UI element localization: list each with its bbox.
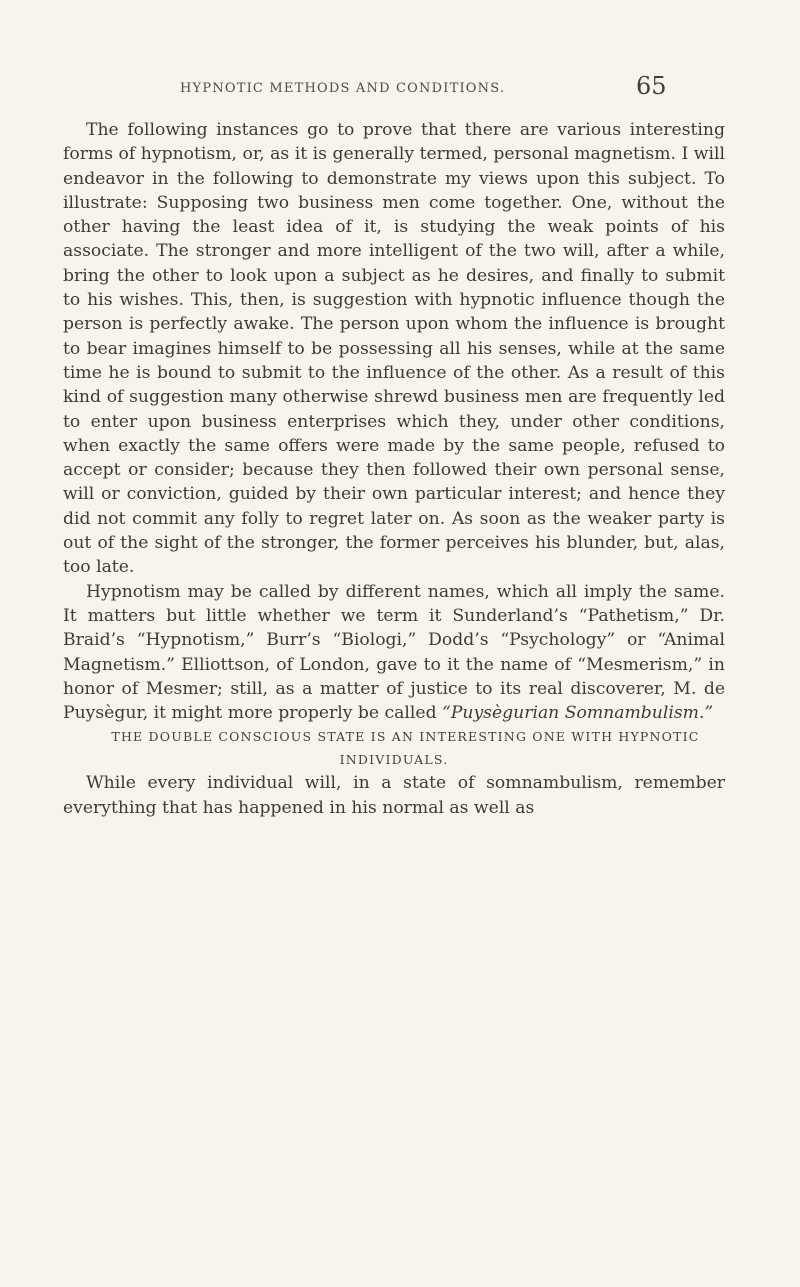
section-heading: THE DOUBLE CONSCIOUS STATE IS AN INTERESTING ONE WITH HYPNOTIC INDIVIDUALS. (111, 729, 700, 768)
paragraph-3: While every individual will, in a state of somnambulism, remember everything that has happened in his normal as well as (63, 773, 725, 818)
body-text (63, 118, 725, 820)
paragraph-1: The following instances go to prove that there are various interesting forms of hypnotism, or, as it is generally termed, personal magnetism. I will endeavor in the following to demonstrate my views upon this subject. To illustrate: Supposing two business men come together. One, without the other having the least idea of it, is studying the weak points of his associate. The stronger and more intelligent of the two will, after a while, bring the other to look upon a subject as he desires, and finally to submit to his wishes. This, then, is suggestion with hypnotic influence though the person is perfectly awake. The person upon whom the influence is brought to bear imagines himself to be possessing all his senses, while at the same time he is bound to submit to the influence of the other. As a result of this kind of suggestion many otherwise shrewd business men are frequently led to enter upon business enterprises which they, under other conditions, when exactly the same offers were made by the same people, refused to accept or consider; because they then followed their own personal sense, will or conviction, guided by their own particular interest; and hence they did not commit any folly to regret later on. As soon as the weaker party is out of the sight of the stronger, the former perceives his blunder, but, alas, too late. (63, 120, 725, 578)
paragraph-2-text: Hypnotism may be called by different names, which all imply the same. It matters but little whether we term it Sunderland’s “Pathetism,” Dr. Braid’s “Hypnotism,” Burr’s “Biologi,” Dodd’s “Psychology” or “Animal Magnetism.” Elliottson, of London, gave to it the name of “Mesmerism,” in honor of Mesmer; still, as a matter of justice to its real discoverer, M. de Puysègur, it might more properly be called (63, 581, 725, 724)
paragraph-2 (63, 580, 725, 726)
running-title: HYPNOTIC METHODS AND CONDITIONS. (180, 81, 506, 96)
page-number: 65 (636, 72, 667, 100)
italic-term: “Puysègurian Somnambulism.” (442, 703, 714, 724)
